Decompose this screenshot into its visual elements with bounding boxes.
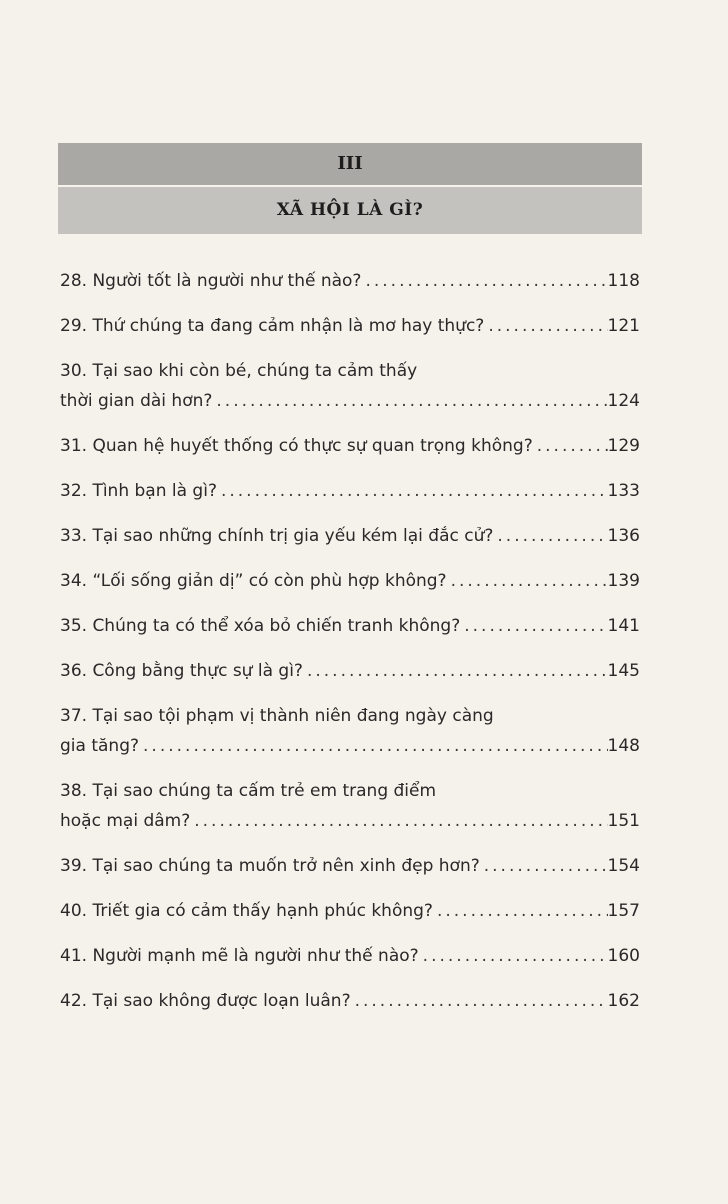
toc-entry[interactable] xyxy=(60,476,640,506)
toc-entry[interactable] xyxy=(60,566,640,596)
toc-entry-title: 38. Tại sao chúng ta cấm trẻ em trang điểm xyxy=(60,781,437,801)
toc-entry-title: 33. Tại sao những chính trị gia yếu kém lại đắc cử? xyxy=(60,526,494,546)
dot-leader xyxy=(419,941,608,971)
toc-entry-title: hoặc mại dâm? xyxy=(60,811,191,831)
toc-entry-line xyxy=(60,386,640,416)
toc-entry[interactable] xyxy=(60,356,640,416)
toc-entry-line xyxy=(60,566,640,596)
toc-entry[interactable] xyxy=(60,851,640,881)
toc-page-number: 136 xyxy=(607,526,640,546)
toc-page-number: 148 xyxy=(607,736,640,756)
toc-entry-title: 32. Tình bạn là gì? xyxy=(60,481,217,501)
toc-page-number: 151 xyxy=(607,811,640,831)
dot-leader xyxy=(217,476,608,506)
dot-leader xyxy=(303,656,608,686)
toc-entry-line xyxy=(60,611,640,641)
toc-entry[interactable] xyxy=(60,611,640,641)
toc-entry-line xyxy=(60,806,640,836)
toc-entry-line xyxy=(60,776,640,806)
toc-entry[interactable] xyxy=(60,896,640,926)
toc-entry-title: 36. Công bằng thực sự là gì? xyxy=(60,661,303,681)
toc-page-number: 154 xyxy=(607,856,640,876)
toc-entry-line xyxy=(60,731,640,761)
toc-entry[interactable] xyxy=(60,266,640,296)
toc-page-number: 129 xyxy=(607,436,640,456)
toc-entry-title: 37. Tại sao tội phạm vị thành niên đang ngày càng xyxy=(60,706,494,726)
toc-page-number: 160 xyxy=(607,946,640,966)
dot-leader xyxy=(447,566,608,596)
toc-entry-title: 40. Triết gia có cảm thấy hạnh phúc không? xyxy=(60,901,433,921)
toc-entry-line xyxy=(60,431,640,461)
toc-entry[interactable] xyxy=(60,656,640,686)
toc-entry-title: 42. Tại sao không được loạn luân? xyxy=(60,991,351,1011)
dot-leader xyxy=(139,731,608,761)
section-header xyxy=(58,143,642,234)
toc-entry-title: gia tăng? xyxy=(60,736,140,756)
dot-leader xyxy=(460,611,607,641)
toc-entry[interactable] xyxy=(60,776,640,836)
toc-entry-title: 31. Quan hệ huyết thống có thực sự quan trọng không? xyxy=(60,436,533,456)
dot-leader xyxy=(351,986,608,1016)
toc-entry[interactable] xyxy=(60,431,640,461)
dot-leader xyxy=(361,266,607,296)
toc-page-number: 133 xyxy=(607,481,640,501)
toc-page-number: 118 xyxy=(607,271,640,291)
toc-entry[interactable] xyxy=(60,986,640,1016)
toc-entry[interactable] xyxy=(60,311,640,341)
toc-entry[interactable] xyxy=(60,521,640,551)
toc-entry-line xyxy=(60,896,640,926)
toc-entry-line xyxy=(60,266,640,296)
toc-page-number: 157 xyxy=(607,901,640,921)
toc-entry[interactable] xyxy=(60,941,640,971)
toc-entry-title: 39. Tại sao chúng ta muốn trở nên xinh đẹp hơn? xyxy=(60,856,480,876)
toc-page-number: 141 xyxy=(607,616,640,636)
toc-page-number: 139 xyxy=(607,571,640,591)
toc-entry-title: 35. Chúng ta có thể xóa bỏ chiến tranh không? xyxy=(60,616,461,636)
toc-entry-line xyxy=(60,701,640,731)
toc-page-number: 145 xyxy=(607,661,640,681)
section-numeral: III xyxy=(337,153,363,174)
toc-entry-line xyxy=(60,356,640,386)
dot-leader xyxy=(533,431,608,461)
toc-entry-line xyxy=(60,656,640,686)
toc-page-number: 124 xyxy=(607,391,640,411)
dot-leader xyxy=(493,521,607,551)
dot-leader xyxy=(433,896,608,926)
toc-entry-title: 28. Người tốt là người như thế nào? xyxy=(60,271,362,291)
toc-entry-title: 29. Thứ chúng ta đang cảm nhận là mơ hay thực? xyxy=(60,316,485,336)
toc-page-number: 121 xyxy=(607,316,640,336)
toc-entry-title: 34. “Lối sống giản dị” có còn phù hợp không? xyxy=(60,571,447,591)
dot-leader xyxy=(190,806,607,836)
toc-entry-line xyxy=(60,941,640,971)
dot-leader xyxy=(480,851,608,881)
dot-leader xyxy=(212,386,607,416)
toc-entry-line xyxy=(60,476,640,506)
toc-entry-line xyxy=(60,986,640,1016)
section-title: XÃ HỘI LÀ GÌ? xyxy=(276,200,424,220)
toc-entry-title: 41. Người mạnh mẽ là người như thế nào? xyxy=(60,946,419,966)
toc-entry[interactable] xyxy=(60,701,640,761)
toc-entry-line xyxy=(60,311,640,341)
toc-entry-line xyxy=(60,521,640,551)
toc-page-number: 162 xyxy=(607,991,640,1011)
toc-entry-title: thời gian dài hơn? xyxy=(60,391,213,411)
table-of-contents xyxy=(60,266,640,1031)
toc-entry-title: 30. Tại sao khi còn bé, chúng ta cảm thấy xyxy=(60,361,418,381)
toc-entry-line xyxy=(60,851,640,881)
dot-leader xyxy=(484,311,607,341)
